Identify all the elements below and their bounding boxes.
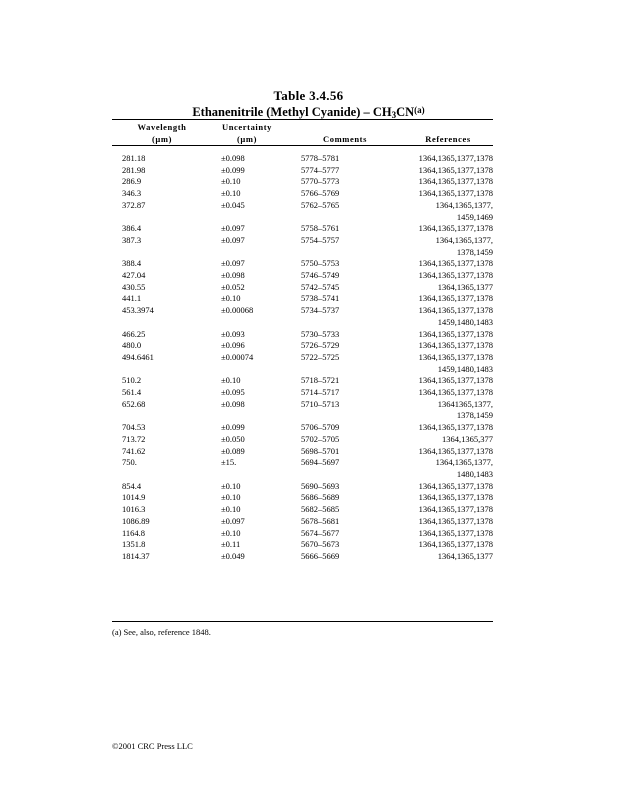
table-row [112, 329, 493, 341]
cell-references [403, 165, 493, 177]
cell-uncertainty: ±0.10 [221, 480, 241, 491]
cell-comments: 5746–5749 [301, 270, 340, 281]
cell-uncertainty: ±0.098 [221, 270, 245, 281]
reference-line: 1364,1365,1377,1378 [418, 153, 493, 163]
table-row [112, 539, 493, 551]
table-row [112, 492, 493, 504]
cell-wavelength: 713.72 [122, 433, 146, 444]
cell-comments: 5742–5745 [301, 281, 340, 292]
cell-wavelength: 1814.37 [122, 550, 150, 561]
cell-references [403, 200, 493, 223]
cell-uncertainty: ±0.097 [221, 258, 245, 269]
header-uncertainty: Uncertainty [221, 122, 273, 132]
cell-references [403, 422, 493, 434]
cell-wavelength: 1016.3 [122, 504, 146, 515]
table-row [112, 387, 493, 399]
cell-references [403, 293, 493, 305]
table-subtitle [0, 103, 617, 123]
cell-uncertainty: ±0.10 [221, 504, 241, 515]
cell-wavelength: 652.68 [122, 398, 146, 409]
reference-line: 1364,1365,1377,1378 [418, 176, 493, 187]
cell-wavelength: 750. [122, 457, 137, 468]
cell-references [403, 539, 493, 551]
reference-line: 1364,1365,377 [442, 433, 493, 444]
cell-wavelength: 510.2 [122, 375, 142, 386]
cell-references [403, 282, 493, 294]
reference-line: 1459,1469 [456, 211, 493, 222]
cell-wavelength: 427.04 [122, 270, 146, 281]
cell-uncertainty: ±0.10 [221, 293, 241, 304]
reference-line: 1364,1365,1377,1378 [418, 223, 493, 234]
cell-uncertainty: ±0.10 [221, 176, 241, 187]
reference-line: 1364,1365,1377 [437, 550, 493, 561]
cell-references [403, 457, 493, 480]
cell-comments: 5670–5673 [301, 539, 340, 550]
header-rule [112, 145, 493, 146]
cell-comments: 5682–5685 [301, 504, 340, 515]
cell-uncertainty: ±0.099 [221, 422, 245, 433]
cell-references [403, 188, 493, 200]
table-row [112, 481, 493, 493]
cell-references [403, 270, 493, 282]
table-row [112, 340, 493, 352]
cell-comments: 5678–5681 [301, 515, 340, 526]
table-title: Table 3.4.56 [273, 88, 344, 103]
cell-wavelength: 741.62 [122, 445, 146, 456]
copyright-notice: ©2001 CRC Press LLC [112, 741, 193, 751]
bottom-rule [112, 621, 493, 622]
cell-comments: 5774–5777 [301, 164, 340, 175]
cell-wavelength: 281.18 [122, 153, 146, 163]
reference-line: 1364,1365,1377,1378 [418, 387, 493, 398]
table-row [112, 457, 493, 480]
cell-comments: 5754–5757 [301, 234, 340, 245]
cell-wavelength: 430.55 [122, 281, 146, 292]
subtitle-main: Ethanenitrile (Methyl Cyanide) – CH [192, 105, 392, 119]
table-row [112, 282, 493, 294]
table-row [112, 528, 493, 540]
cell-references [403, 516, 493, 528]
reference-line: 13641365,1377, [437, 398, 493, 409]
cell-references [403, 329, 493, 341]
header-wavelength-unit: (µm) [151, 134, 173, 144]
cell-uncertainty: ±0.097 [221, 515, 245, 526]
cell-comments: 5674–5677 [301, 527, 340, 538]
cell-comments: 5710–5713 [301, 398, 340, 409]
cell-comments: 5734–5737 [301, 305, 340, 316]
header-references: References [425, 134, 471, 144]
subtitle-note-marker: (a) [414, 105, 425, 115]
cell-uncertainty: ±0.098 [221, 398, 245, 409]
cell-comments: 5718–5721 [301, 375, 340, 386]
cell-comments: 5738–5741 [301, 293, 340, 304]
table-row [112, 352, 493, 375]
cell-references [403, 235, 493, 258]
table-footnote: (a) See, also, reference 1848. [112, 627, 211, 637]
cell-comments: 5690–5693 [301, 480, 340, 491]
cell-uncertainty: ±0.049 [221, 550, 245, 561]
cell-uncertainty: ±15. [221, 457, 237, 468]
table-row [112, 422, 493, 434]
cell-wavelength: 386.4 [122, 223, 142, 234]
cell-wavelength: 387.3 [122, 234, 142, 245]
cell-references [403, 387, 493, 399]
cell-wavelength: 453.3974 [122, 305, 154, 316]
table-row [112, 434, 493, 446]
cell-comments: 5666–5669 [301, 550, 340, 561]
cell-wavelength: 441.1 [122, 293, 142, 304]
cell-comments: 5758–5761 [301, 223, 340, 234]
reference-line: 1459,1480,1483 [437, 363, 493, 374]
table-row [112, 504, 493, 516]
cell-references [403, 305, 493, 328]
cell-references [403, 399, 493, 422]
cell-references [403, 223, 493, 235]
cell-references [403, 504, 493, 516]
cell-comments: 5702–5705 [301, 433, 340, 444]
cell-uncertainty: ±0.097 [221, 223, 245, 234]
top-rule [112, 119, 493, 120]
cell-wavelength: 346.3 [122, 188, 142, 199]
reference-line: 1364,1365,1377,1378 [418, 293, 493, 304]
cell-wavelength: 286.9 [122, 176, 142, 187]
cell-uncertainty: ±0.11 [221, 539, 241, 550]
reference-line: 1378,1459 [456, 246, 493, 257]
reference-line: 1364,1365,1377,1378 [418, 539, 493, 550]
cell-wavelength: 480.0 [122, 340, 142, 351]
reference-line: 1364,1365,1377,1378 [418, 164, 493, 175]
cell-wavelength: 1086.89 [122, 515, 150, 526]
reference-line: 1364,1365,1377,1378 [418, 375, 493, 386]
reference-line: 1364,1365,1377,1378 [418, 504, 493, 515]
cell-uncertainty: ±0.10 [221, 188, 241, 199]
reference-line: 1364,1365,1377,1378 [418, 422, 493, 433]
cell-comments: 5706–5709 [301, 422, 340, 433]
reference-line: 1364,1365,1377, [435, 234, 493, 245]
cell-comments: 5686–5689 [301, 492, 340, 503]
cell-wavelength: 1164.8 [122, 527, 146, 538]
table-row [112, 551, 493, 563]
cell-wavelength: 561.4 [122, 387, 142, 398]
cell-references [403, 352, 493, 375]
cell-comments: 5762–5765 [301, 199, 340, 210]
table-row [112, 293, 493, 305]
table-row [112, 153, 493, 165]
table-row [112, 258, 493, 270]
cell-uncertainty: ±0.10 [221, 492, 241, 503]
cell-uncertainty: ±0.099 [221, 164, 245, 175]
cell-wavelength: 372.87 [122, 199, 146, 210]
cell-references [403, 375, 493, 387]
reference-line: 1364,1365,1377,1378 [418, 492, 493, 503]
reference-line: 1364,1365,1377,1378 [418, 305, 493, 316]
reference-line: 1364,1365,1377, [435, 199, 493, 210]
cell-uncertainty: ±0.095 [221, 387, 245, 398]
table-row [112, 516, 493, 528]
cell-uncertainty: ±0.00074 [221, 351, 254, 362]
cell-comments: 5726–5729 [301, 340, 340, 351]
cell-comments: 5698–5701 [301, 445, 340, 456]
cell-comments: 5694–5697 [301, 457, 340, 468]
reference-line: 1364,1365,1377,1378 [418, 270, 493, 281]
cell-uncertainty: ±0.096 [221, 340, 245, 351]
cell-wavelength: 1351.8 [122, 539, 146, 550]
reference-line: 1364,1365,1377,1378 [418, 351, 493, 362]
header-wavelength: Wavelength [137, 122, 187, 132]
cell-wavelength: 704.53 [122, 422, 146, 433]
cell-wavelength: 854.4 [122, 480, 142, 491]
cell-wavelength: 1014.9 [122, 492, 146, 503]
reference-line: 1459,1480,1483 [437, 316, 493, 327]
cell-references [403, 446, 493, 458]
reference-line: 1378,1459 [456, 410, 493, 421]
cell-uncertainty: ±0.093 [221, 328, 245, 339]
table-row [112, 375, 493, 387]
data-table [112, 153, 493, 563]
table-row [112, 446, 493, 458]
cell-references [403, 528, 493, 540]
cell-uncertainty: ±0.089 [221, 445, 245, 456]
table-row [112, 200, 493, 223]
cell-comments: 5730–5733 [301, 328, 340, 339]
table-row [112, 223, 493, 235]
cell-wavelength: 388.4 [122, 258, 142, 269]
cell-references [403, 176, 493, 188]
cell-comments: 5722–5725 [301, 351, 340, 362]
table-row [112, 188, 493, 200]
cell-uncertainty: ±0.10 [221, 375, 241, 386]
cell-references [403, 551, 493, 563]
reference-line: 1364,1365,1377,1378 [418, 515, 493, 526]
cell-comments: 5750–5753 [301, 258, 340, 269]
table-row [112, 165, 493, 177]
reference-line: 1364,1365,1377 [437, 281, 493, 292]
cell-uncertainty: ±0.052 [221, 281, 245, 292]
table-row [112, 176, 493, 188]
cell-references [403, 492, 493, 504]
reference-line: 1364,1365,1377,1378 [418, 527, 493, 538]
cell-references [403, 481, 493, 493]
reference-line: 1364,1365,1377,1378 [418, 480, 493, 491]
cell-comments: 5778–5781 [301, 153, 340, 163]
reference-line: 1364,1365,1377,1378 [418, 328, 493, 339]
subtitle-subscript: 3 [391, 110, 397, 120]
table-row [112, 235, 493, 258]
cell-uncertainty: ±0.098 [221, 153, 245, 163]
cell-uncertainty: ±0.00068 [221, 305, 254, 316]
cell-comments: 5766–5769 [301, 188, 340, 199]
cell-comments: 5714–5717 [301, 387, 340, 398]
header-comments: Comments [323, 134, 367, 144]
subtitle-formula-end: CN [396, 105, 415, 119]
cell-comments: 5770–5773 [301, 176, 340, 187]
cell-references [403, 153, 493, 165]
cell-uncertainty: ±0.10 [221, 527, 241, 538]
cell-uncertainty: ±0.050 [221, 433, 245, 444]
reference-line: 1364,1365,1377,1378 [418, 258, 493, 269]
reference-line: 1364,1365,1377, [435, 457, 493, 468]
reference-line: 1480,1483 [456, 468, 493, 479]
table-row [112, 399, 493, 422]
reference-line: 1364,1365,1377,1378 [418, 188, 493, 199]
cell-uncertainty: ±0.097 [221, 234, 245, 245]
cell-wavelength: 494.6461 [122, 351, 154, 362]
cell-wavelength: 281.98 [122, 164, 146, 175]
reference-line: 1364,1365,1377,1378 [418, 340, 493, 351]
cell-references [403, 340, 493, 352]
header-uncertainty-unit: (µm) [236, 134, 258, 144]
cell-uncertainty: ±0.045 [221, 199, 245, 210]
cell-references [403, 258, 493, 270]
table-row [112, 270, 493, 282]
cell-wavelength: 466.25 [122, 328, 146, 339]
cell-references [403, 434, 493, 446]
table-body [112, 153, 493, 563]
table-row [112, 305, 493, 328]
reference-line: 1364,1365,1377,1378 [418, 445, 493, 456]
